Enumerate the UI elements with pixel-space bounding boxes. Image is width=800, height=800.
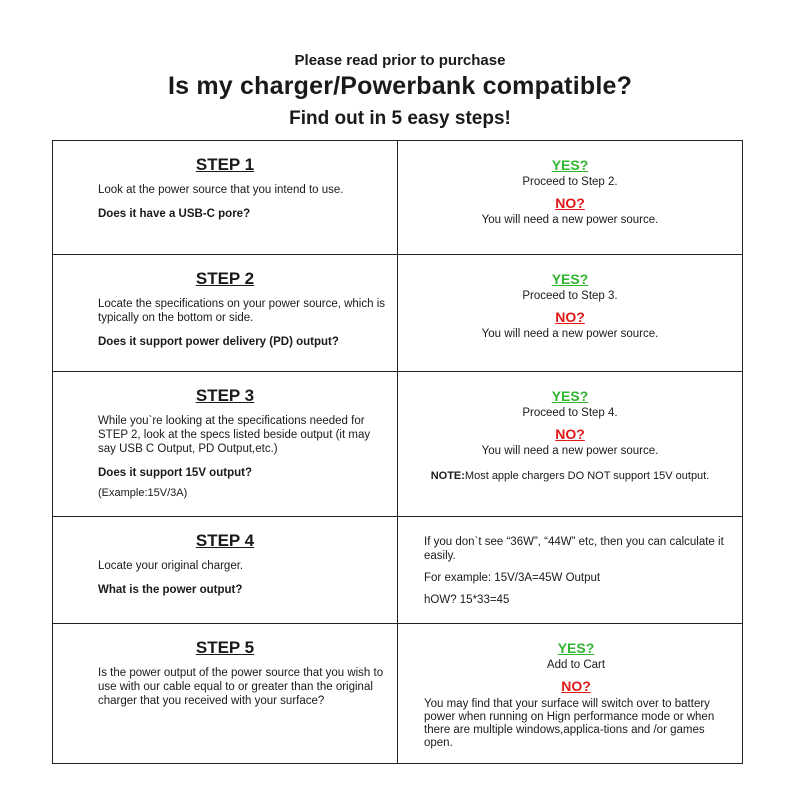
step-1-yes-text: Proceed to Step 2.: [522, 176, 618, 188]
step-1-no-text: You will need a new power source.: [481, 214, 659, 226]
step-5-left-cell: [53, 624, 398, 764]
step-1-left-cell: [53, 141, 398, 255]
step-4-calc-line-3: hOW? 15*33=45: [424, 594, 510, 606]
step-3-note-label: NOTE:: [430, 470, 465, 482]
step-5-description: Is the power output of the power source that you wish to use with our cable equal to or greater than the original charger that you received with your surface?: [98, 667, 384, 707]
step-row-4: [53, 517, 743, 624]
step-1-yes-label: YES?: [551, 157, 589, 173]
step-5-heading: STEP 5: [195, 638, 255, 657]
step-2-yes-label: YES?: [551, 271, 589, 287]
step-4-calc-line-1: If you don`t see “36W”, “44W” etc, then you can calculate it easily.: [424, 536, 724, 562]
step-4-heading: STEP 4: [195, 531, 255, 550]
step-2-left-cell: [53, 255, 398, 372]
step-3-no-text: You will need a new power source.: [481, 445, 659, 457]
step-4-calc-line-2: For example: 15V/3A=45W Output: [424, 572, 601, 584]
step-4-description: Locate your original charger.: [98, 560, 244, 572]
step-4-right-cell: [398, 517, 743, 624]
step-3-example: (Example:15V/3A): [98, 487, 188, 499]
step-3-right-cell: [398, 372, 743, 517]
step-2-yes-text: Proceed to Step 3.: [522, 290, 618, 302]
steps-table: [52, 140, 743, 764]
step-row-1: [53, 141, 743, 255]
step-row-5: [53, 624, 743, 764]
step-3-heading: STEP 3: [195, 386, 255, 405]
pre-title: Please read prior to purchase: [294, 52, 506, 69]
step-5-yes-label: YES?: [557, 640, 595, 656]
step-1-description: Look at the power source that you intend to use.: [98, 184, 344, 196]
step-4-question: What is the power output?: [98, 584, 243, 596]
step-1-no-label: NO?: [555, 195, 585, 211]
step-2-heading: STEP 2: [195, 269, 255, 288]
step-2-right-cell: [398, 255, 743, 372]
step-row-3: [53, 372, 743, 517]
step-2-no-text: You will need a new power source.: [481, 328, 659, 340]
step-5-right-cell: [398, 624, 743, 764]
step-5-no-label: NO?: [561, 678, 591, 694]
step-3-yes-label: YES?: [551, 388, 589, 404]
step-3-note-text: Most apple chargers DO NOT support 15V output.: [464, 470, 710, 482]
step-5-yes-text: Add to Cart: [546, 659, 606, 671]
step-3-no-label: NO?: [555, 426, 585, 442]
step-1-right-cell: [398, 141, 743, 255]
step-3-left-cell: [53, 372, 398, 517]
page-subtitle: Find out in 5 easy steps!: [289, 108, 511, 129]
step-1-question: Does it have a USB-C pore?: [98, 208, 251, 220]
step-3-yes-text: Proceed to Step 4.: [522, 407, 618, 419]
step-4-left-cell: [53, 517, 398, 624]
step-1-heading: STEP 1: [195, 155, 255, 174]
step-3-note: [412, 470, 728, 483]
step-2-description: Locate the specifications on your power source, which is typically on the bottom or side.: [98, 298, 386, 324]
step-3-question: Does it support 15V output?: [98, 467, 252, 479]
step-row-2: [53, 255, 743, 372]
step-2-no-label: NO?: [555, 309, 585, 325]
step-3-description: While you`re looking at the specifications needed for STEP 2, look at the specs listed beside output (it may say USB C Output, PD Output,etc.): [98, 415, 371, 455]
page-title: Is my charger/Powerbank compatible?: [167, 72, 633, 100]
step-5-no-text: You may find that your surface will switch over to battery power when running on Hign performance mode or when there are multiple windows,applica-tions and /or games open.: [424, 698, 715, 749]
step-2-question: Does it support power delivery (PD) output?: [98, 336, 339, 348]
